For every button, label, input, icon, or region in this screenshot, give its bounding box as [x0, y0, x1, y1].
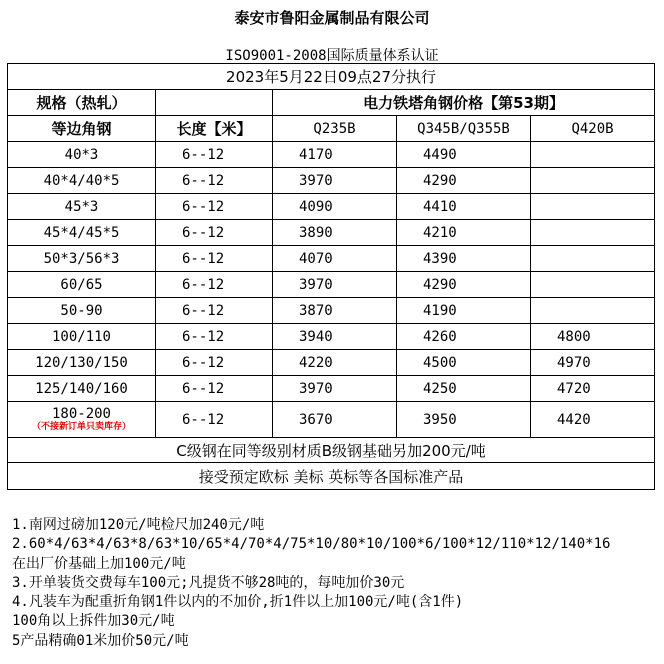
spec-label: 60/65: [60, 276, 103, 293]
q420-price: [531, 246, 655, 272]
table-row: [8, 402, 655, 438]
length-cell: 6--12: [156, 298, 273, 324]
angle-header: 等边角钢: [8, 116, 156, 142]
execution-date: 2023年5月22日09点27分执行: [8, 64, 655, 90]
q345-price: 4490: [397, 142, 531, 168]
q420-header: Q420B: [531, 116, 655, 142]
q345-price: 4410: [397, 194, 531, 220]
note-line: 4.凡装车为配重折角钢1件以内的不加价,折1件以上加100元/吨(含1件): [12, 594, 464, 611]
spec-label: 40*4/40*5: [43, 172, 120, 189]
spec-label: 40*3: [64, 146, 99, 163]
length-cell: 6--12: [156, 142, 273, 168]
spec-cell: [8, 220, 156, 246]
q420-price: [531, 194, 655, 220]
q235-header: Q235B: [273, 116, 397, 142]
q235-price: 3970: [273, 272, 397, 298]
q420-price: 4720: [531, 376, 655, 402]
table-row: [8, 324, 655, 350]
length-cell: 6--12: [156, 220, 273, 246]
q235-price: 4220: [273, 350, 397, 376]
length-cell: 6--12: [156, 376, 273, 402]
spec-cell: [8, 350, 156, 376]
spec-cell: [8, 402, 156, 438]
length-cell: 6--12: [156, 272, 273, 298]
q420-price: [531, 272, 655, 298]
note-line: 3.开单装货交费每车100元;凡提货不够28吨的，每吨加价30元: [12, 574, 405, 591]
length-cell: 6--12: [156, 168, 273, 194]
blank-header-cell: [156, 90, 273, 116]
spec-cell: [8, 324, 156, 350]
length-cell: 6--12: [156, 246, 273, 272]
spec-cell: [8, 298, 156, 324]
note-line: 5产品精确01米加价50元/吨: [12, 632, 189, 649]
table-row: [8, 272, 655, 298]
spec-header: 规格（热轧）: [8, 90, 156, 116]
q345-header: Q345B/Q355B: [397, 116, 531, 142]
price-table: [7, 63, 655, 490]
table-row: [8, 220, 655, 246]
q345-price: 4290: [397, 168, 531, 194]
q345-price: 4250: [397, 376, 531, 402]
spec-label: 180-200: [51, 406, 111, 422]
standards-note: 接受预定欧标 美标 英标等各国标准产品: [8, 463, 655, 490]
spec-label: 125/140/160: [35, 380, 128, 397]
q235-price: 4070: [273, 246, 397, 272]
table-row: [8, 246, 655, 272]
table-row: [8, 194, 655, 220]
spec-label: 120/130/150: [35, 354, 128, 371]
footer-row-c-grade: [8, 438, 655, 463]
spec-label: 100/110: [51, 328, 111, 345]
q345-price: 4260: [397, 324, 531, 350]
table-row: [8, 376, 655, 402]
note-line: 100角以上拆件加30元/吨: [12, 613, 175, 630]
q420-price: [531, 220, 655, 246]
spec-cell: [8, 168, 156, 194]
table-row: [8, 350, 655, 376]
length-cell: 6--12: [156, 350, 273, 376]
q235-price: 4170: [273, 142, 397, 168]
spec-label: 45*4/45*5: [43, 224, 120, 241]
table-row: [8, 298, 655, 324]
q420-price: [531, 142, 655, 168]
q420-price: 4420: [531, 402, 655, 438]
notes-list: [12, 516, 610, 651]
note-line: 在出厂价基础上加100元/吨: [12, 555, 186, 572]
header-row-1: [8, 90, 655, 116]
certification-line: ISO9001-2008国际质量体系认证: [225, 48, 439, 64]
company-title: 泰安市鲁阳金属制品有限公司: [234, 9, 430, 27]
note-line: 2.60*4/63*4/63*8/63*10/65*4/70*4/75*10/80*10/100*6/100*12/110*12/140*16: [12, 536, 611, 553]
q235-price: 3970: [273, 168, 397, 194]
spec-label: 45*3: [64, 198, 99, 215]
q235-price: 3870: [273, 298, 397, 324]
length-cell: 6--12: [156, 402, 273, 438]
q235-price: 3940: [273, 324, 397, 350]
price-title: 电力铁塔角钢价格【第53期】: [273, 90, 655, 116]
q420-price: 4970: [531, 350, 655, 376]
spec-cell: [8, 272, 156, 298]
length-cell: 6--12: [156, 194, 273, 220]
spec-label: 50*3/56*3: [43, 250, 120, 267]
stock-only-note: （不接新订单只卖库存）: [31, 422, 131, 432]
spec-cell: [8, 246, 156, 272]
length-header: 长度【米】: [156, 116, 273, 142]
q420-price: [531, 298, 655, 324]
header-row-2: [8, 116, 655, 142]
q235-price: 3890: [273, 220, 397, 246]
spec-cell: [8, 194, 156, 220]
spec-label: 50-90: [60, 302, 103, 319]
spec-cell: [8, 376, 156, 402]
q235-price: 3970: [273, 376, 397, 402]
q345-price: 3950: [397, 402, 531, 438]
q420-price: 4800: [531, 324, 655, 350]
c-grade-note: C级钢在同等级别材质B级钢基础另加200元/吨: [8, 438, 655, 463]
q345-price: 4190: [397, 298, 531, 324]
q345-price: 4390: [397, 246, 531, 272]
table-row: [8, 142, 655, 168]
spec-cell: [8, 142, 156, 168]
note-line: 1.南网过磅加120元/吨检尺加240元/吨: [12, 517, 265, 533]
length-cell: 6--12: [156, 324, 273, 350]
q345-price: 4210: [397, 220, 531, 246]
q345-price: 4500: [397, 350, 531, 376]
table-row: [8, 168, 655, 194]
q345-price: 4290: [397, 272, 531, 298]
footer-row-standards: [8, 463, 655, 490]
q235-price: 4090: [273, 194, 397, 220]
q235-price: 3670: [273, 402, 397, 438]
q420-price: [531, 168, 655, 194]
date-row: [8, 64, 655, 90]
